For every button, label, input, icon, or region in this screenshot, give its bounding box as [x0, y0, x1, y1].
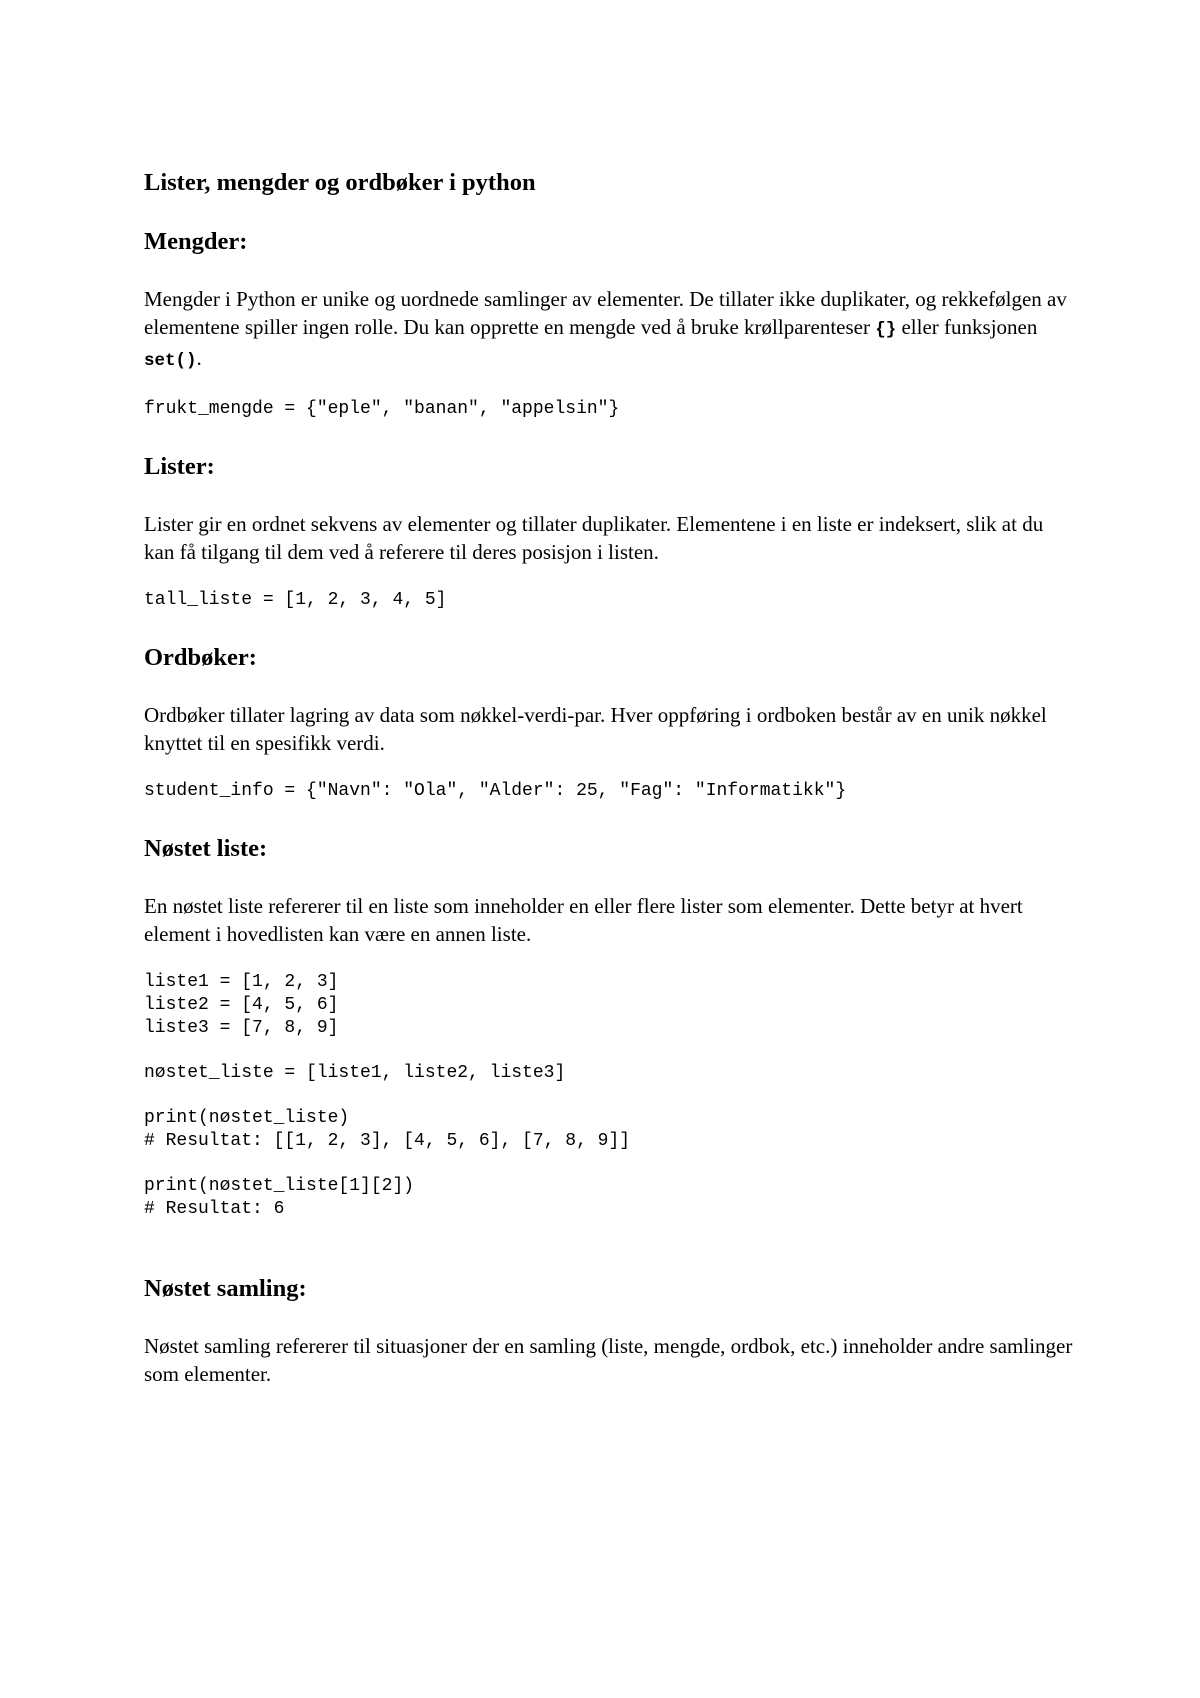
document-title: Lister, mengder og ordbøker i python [144, 169, 536, 196]
section-heading: Ordbøker: [144, 644, 257, 671]
code-block: print(nøstet_liste[1][2]) # Resultat: 6 [144, 1176, 415, 1219]
section-mengder [144, 227, 1074, 421]
paragraph-text: . [196, 346, 202, 370]
section-paragraph: En nøstet liste refererer til en liste som inneholder en eller flere lister som elementer. Dette betyr at hvert element i hovedlisten kan være en annen liste. [144, 894, 1023, 946]
inline-code: set() [144, 351, 197, 371]
code-block: print(nøstet_liste) # Resultat: [[1, 2, 3], [4, 5, 6], [7, 8, 9]] [144, 1108, 631, 1151]
section-paragraph: Ordbøker tillater lagring av data som nøkkel-verdi-par. Hver oppføring i ordboken består av en unik nøkkel knyttet til en spesifikk verdi. [144, 703, 1047, 755]
section-heading: Mengder: [144, 228, 248, 255]
code-block: liste1 = [1, 2, 3] liste2 = [4, 5, 6] liste3 = [7, 8, 9] [144, 972, 339, 1038]
document-page [144, 168, 1074, 1411]
code-block: nøstet_liste = [liste1, liste2, liste3] [144, 1063, 566, 1083]
inline-code: {} [875, 320, 897, 340]
section-heading: Nøstet liste: [144, 835, 268, 862]
section-paragraph: Nøstet samling refererer til situasjoner der en samling (liste, mengde, ordbok, etc.) inneholder andre samlinger som elementer. [144, 1334, 1073, 1386]
paragraph-text: Mengder i Python er unike og uordnede samlinger av elementer. De tillater ikke duplikater, og rekkefølgen av elementene spiller ingen rolle. Du kan opprette en mengde ved å bruke krøllparenteser [144, 287, 1067, 339]
section-ordboker [144, 643, 1074, 803]
section-lister [144, 452, 1074, 612]
section-paragraph [144, 285, 1074, 375]
section-paragraph: Lister gir en ordnet sekvens av elementer og tillater duplikater. Elementene i en liste er indeksert, slik at du kan få tilgang til dem ved å referere til deres posisjon i listen. [144, 512, 1044, 564]
code-block: student_info = {"Navn": "Ola", "Alder": 25, "Fag": "Informatikk"} [144, 781, 847, 801]
code-block: frukt_mengde = {"eple", "banan", "appelsin"} [144, 399, 620, 419]
section-heading: Nøstet samling: [144, 1275, 307, 1302]
section-nostet-samling [144, 1274, 1074, 1388]
section-heading: Lister: [144, 453, 215, 480]
paragraph-text: eller funksjonen [896, 315, 1038, 339]
code-block: tall_liste = [1, 2, 3, 4, 5] [144, 590, 447, 610]
section-nostet-liste [144, 834, 1074, 1221]
